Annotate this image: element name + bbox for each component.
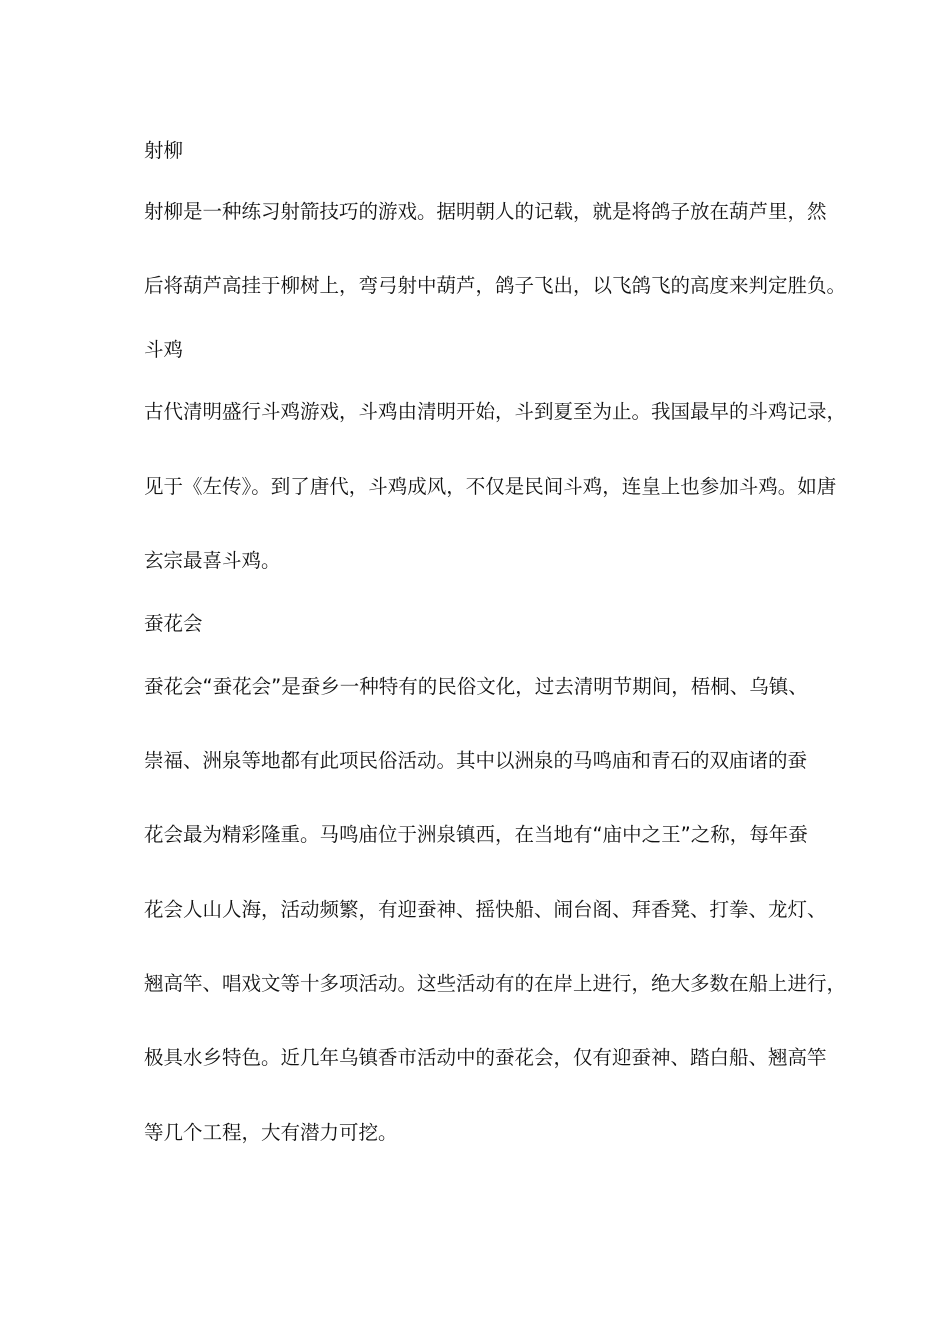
- paragraph-line: 见于《左传》。到了唐代，斗鸡成风，不仅是民间斗鸡，连皇上也参加斗鸡。如唐: [144, 475, 837, 498]
- paragraph-line: 射柳是一种练习射箭技巧的游戏。据明朝人的记载，就是将鸽子放在葫芦里，然: [144, 200, 827, 223]
- paragraph-line: 等几个工程，大有潜力可挖。: [144, 1121, 398, 1144]
- section-heading-sheliu: 射柳: [144, 139, 184, 162]
- paragraph-line: 玄宗最喜斗鸡。: [144, 549, 281, 572]
- paragraph-line: 翘高竿、唱戏文等十多项活动。这些活动有的在岸上进行，绝大多数在船上进行，: [144, 972, 847, 995]
- paragraph-line: 蚕花会“蚕花会”是蚕乡一种特有的民俗文化，过去清明节期间，梧桐、乌镇、: [144, 675, 808, 698]
- paragraph-line: 花会最为精彩隆重。马鸣庙位于洲泉镇西，在当地有“庙中之王”之称，每年蚕: [144, 823, 808, 846]
- section-heading-canhuahui: 蚕花会: [144, 612, 203, 635]
- paragraph-line: 极具水乡特色。近几年乌镇香市活动中的蚕花会，仅有迎蚕神、踏白船、翘高竿: [144, 1046, 827, 1069]
- paragraph-line: 崇福、洲泉等地都有此项民俗活动。其中以洲泉的马鸣庙和青石的双庙诸的蚕: [144, 749, 808, 772]
- section-heading-douji: 斗鸡: [144, 338, 184, 361]
- paragraph-line: 古代清明盛行斗鸡游戏，斗鸡由清明开始，斗到夏至为止。我国最早的斗鸡记录，: [144, 400, 847, 423]
- paragraph-line: 后将葫芦高挂于柳树上，弯弓射中葫芦，鸽子飞出，以飞鸽飞的高度来判定胜负。: [144, 274, 847, 297]
- paragraph-line: 花会人山人海，活动频繁，有迎蚕神、摇快船、闹台阁、拜香凳、打拳、龙灯、: [144, 898, 827, 921]
